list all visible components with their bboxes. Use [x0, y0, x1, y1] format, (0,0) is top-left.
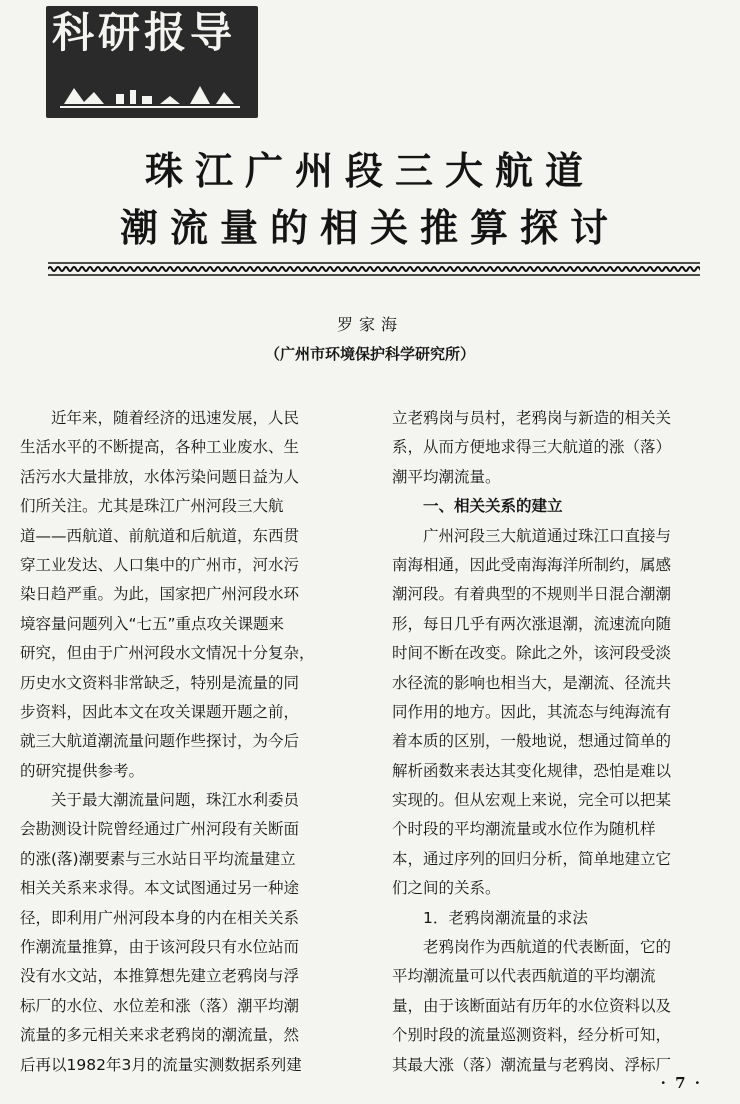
left-column-text-line: 的涨(落)潮要素与三水站日平均流量建立	[20, 849, 296, 868]
left-column-text-line: 关于最大潮流量问题，珠江水利委员	[51, 791, 300, 810]
left-column-text-line: 染日趋严重。为此，国家把广州河段水环	[20, 585, 300, 604]
left-column-text-line: 流量的多元相关来求老鸦岗的潮流量，然	[20, 1026, 300, 1045]
left-column-text-line: 标厂的水位、水位差和涨（落）潮平均潮	[20, 996, 300, 1015]
left-column-text-line: 步资料，因此本文在攻关课题开题之前，	[20, 702, 300, 721]
page-number: · 7 ·	[660, 1074, 702, 1092]
left-column-text-line: 的研究提供参考。	[20, 761, 145, 780]
right-column-text-line: 水径流的影响也相当大，是潮流、径流共	[392, 673, 672, 692]
left-column-text-line: 道——西航道、前航道和后航道，东西贯	[20, 526, 300, 545]
left-column-text-line: 会勘测设计院曾经通过广州河段有关断面	[20, 820, 300, 839]
right-column-text-line: 1．老鸦岗潮流量的求法	[423, 908, 588, 927]
right-column-text-line: 形，每日几乎有两次涨退潮，流速流向随	[392, 614, 672, 633]
right-column-text-line: 平均潮流量可以代表西航道的平均潮流	[392, 967, 656, 986]
body-column-left	[20, 404, 358, 1080]
right-column-text-line: 们之间的关系。	[392, 879, 501, 898]
left-column-text-line: 就三大航道潮流量问题作些探讨，为今后	[20, 732, 300, 751]
left-column-text-line: 生活水平的不断提高，各种工业废水、生	[20, 438, 300, 457]
right-column-text-line: 南海相通，因此受南海海洋所制约，属感	[392, 555, 672, 574]
right-column-text-line: 老鸦岗作为西航道的代表断面，它的	[423, 938, 672, 957]
left-column-text-line: 近年来，随着经济的迅速发展，人民	[51, 409, 300, 427]
right-column-text-line: 系，从而方便地求得三大航道的涨（落）	[392, 438, 672, 457]
body-column-right	[392, 404, 730, 1080]
right-column-text-line: 立老鸦岗与员村，老鸦岗与新造的相关关	[392, 409, 672, 427]
right-column-text-line: 着本质的区别，一般地说，想通过简单的	[392, 732, 672, 751]
right-column-text-line: 个时段的平均潮流量或水位作为随机样	[392, 820, 656, 839]
right-column-text-line: 同作用的地方。因此，其流态与纯海流有	[392, 702, 672, 721]
right-column-text-line: 个别时段的流量巡测资料，经分析可知，	[392, 1026, 672, 1045]
right-column-text-line: 其最大涨（落）潮流量与老鸦岗、浮标厂	[392, 1055, 672, 1074]
article-title-line-1: 珠江广州段三大航道	[144, 148, 595, 193]
left-column-text-line: 后再以1982年3月的流量实测数据系列建	[20, 1055, 302, 1074]
left-column-text-line: 历史水文资料非常缺乏，特别是流量的同	[20, 673, 300, 692]
right-column-text-line: 潮河段。有着典型的不规则半日混合潮潮	[392, 585, 672, 604]
left-column-text-line: 没有水文站，本推算想先建立老鸦岗与浮	[20, 967, 300, 986]
author-name: 罗家海	[336, 315, 403, 334]
right-column-text-line: 量，由于该断面站有历年的水位资料以及	[392, 996, 672, 1015]
left-column-text-line: 相关关系来求得。本文试图通过另一种途	[20, 879, 300, 898]
right-column-text-line: 本，通过序列的回归分析，简单地建立它	[392, 849, 672, 868]
column-name: 科研报导	[52, 8, 237, 57]
left-column-text-line: 作潮流量推算，由于该河段只有水位站而	[20, 938, 300, 957]
logo-decoration	[60, 82, 240, 110]
left-column-text-line: 研究，但由于广州河段水文情况十分复杂，	[20, 644, 315, 663]
right-column-text-line: 实现的。但从宏观上来说，完全可以把某	[392, 791, 672, 810]
left-column-text-line: 们所关注。尤其是珠江广州河段三大航	[20, 497, 284, 516]
left-column-text-line: 穿工业发达、人口集中的广州市，河水污	[20, 555, 300, 574]
right-column-text-line: 解析函数来表达其变化规律，恐怕是难以	[392, 761, 672, 780]
right-column-text-line: 潮平均潮流量。	[392, 467, 501, 486]
left-column-text-line: 境容量问题列入“七五”重点攻关课题来	[20, 614, 285, 633]
article-title-line-2: 潮流量的相关推算探讨	[119, 205, 620, 250]
left-column-text-line: 径，即利用广州河段本身的内在相关关系	[20, 908, 300, 927]
section-heading: 一、相关关系的建立	[423, 497, 563, 516]
right-column-text-line: 时间不断在改变。除此之外，该河段受淡	[392, 644, 672, 663]
left-column-text-line: 活污水大量排放，水体污染问题日益为人	[20, 467, 300, 486]
title-divider	[48, 260, 700, 278]
author-affiliation: （广州市环境保护科学研究所）	[264, 345, 475, 363]
right-column-text-line: 广州河段三大航道通过珠江口直接与	[423, 526, 672, 545]
